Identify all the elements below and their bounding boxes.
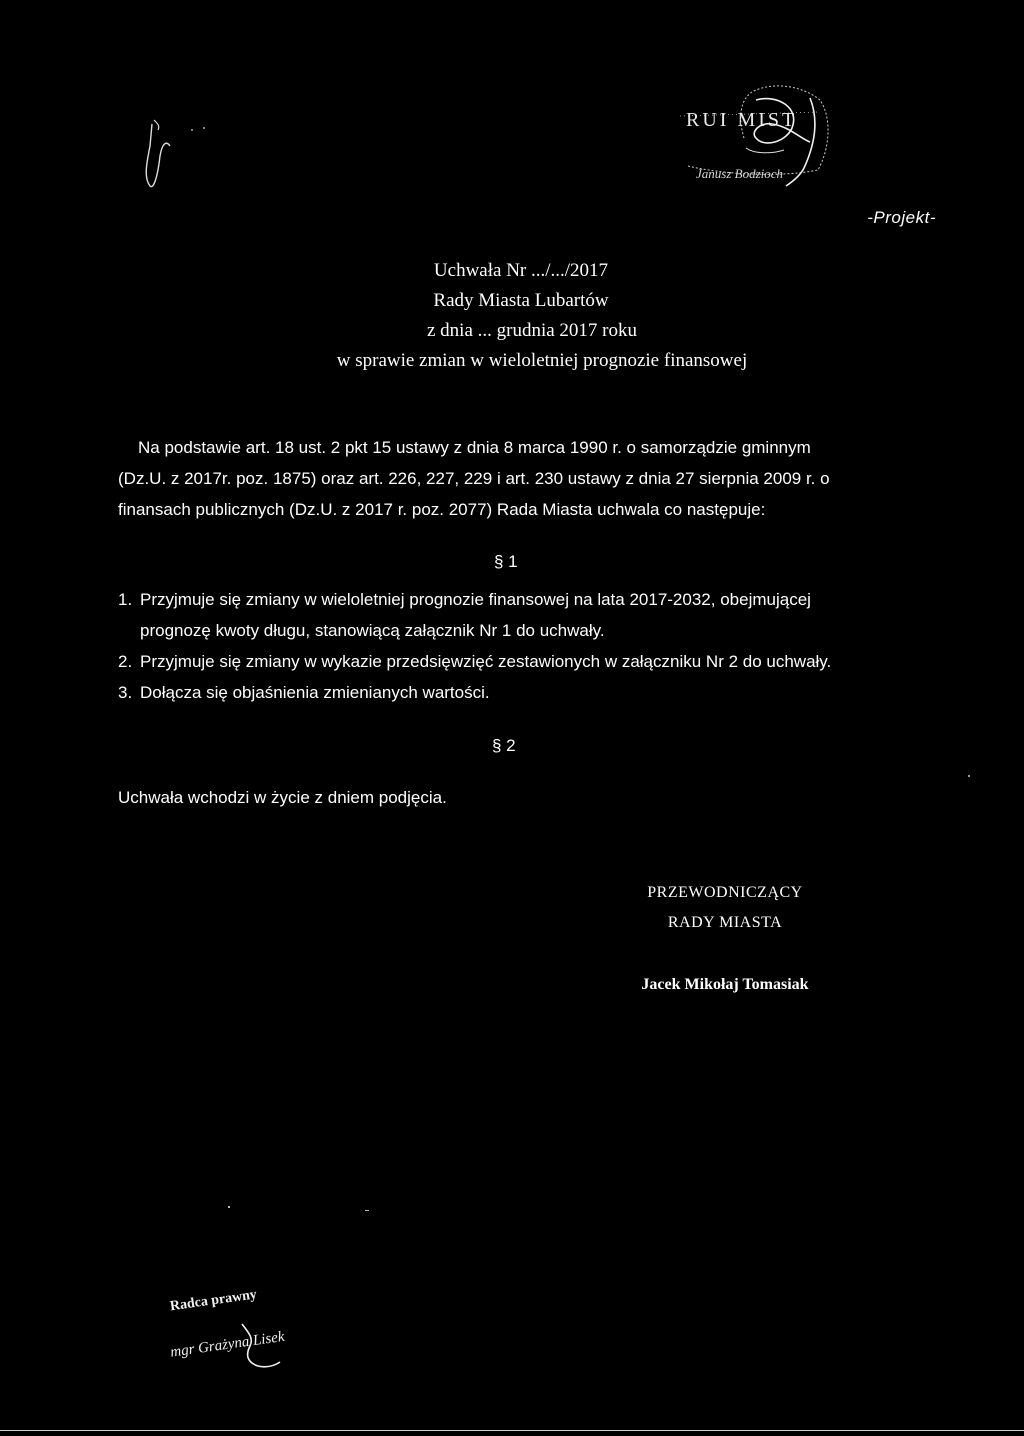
list-item (118, 646, 908, 677)
scan-speck (228, 1206, 230, 1208)
section-1-points (118, 584, 908, 708)
stamp-line-1: Radca prawny (169, 1287, 258, 1315)
legal-advisor-stamp (150, 1262, 330, 1387)
chairman-title: PRZEWODNICZĄCY (647, 884, 803, 901)
council-title: RADY MIASTA (667, 914, 783, 931)
council-stamp (660, 78, 860, 203)
stamp-name: Janusz Bodzioch (696, 166, 784, 181)
item-continuation: prognozę kwoty długu, stanowiącą załącznik Nr 1 do uchwały. (140, 621, 605, 640)
item-number: 2. (118, 652, 133, 671)
council-name: Rady Miasta Lubartów (433, 290, 609, 311)
list-item (118, 677, 908, 708)
item-number: 1. (118, 590, 133, 609)
projekt-label: -Projekt- (867, 208, 936, 227)
page-edge-line (0, 1430, 1024, 1431)
legal-basis-line: finansach publicznych (Dz.U. z 2017 r. poz. 2077) Rada Miasta uchwala co następuje: (118, 500, 766, 519)
item-text: Przyjmuje się zmiany w wieloletniej prognozie finansowej na lata 2017-2032, obejmującej (140, 590, 811, 609)
handwritten-mark (140, 116, 210, 201)
title-block (0, 256, 1024, 376)
svg-text:RUI MIST: RUI MIST (686, 109, 798, 131)
section-1-heading: § 1 (494, 552, 518, 571)
scan-speck (968, 775, 970, 777)
entry-into-force: Uchwała wchodzi w życie z dniem podjęcia. (118, 788, 447, 807)
chairman-name: Jacek Mikołaj Tomasiak (641, 976, 809, 993)
legal-basis-line: (Dz.U. z 2017r. poz. 1875) oraz art. 226, 227, 229 i art. 230 ustawy z dnia 27 sierpnia 2009 r. o (118, 469, 830, 488)
item-text: Dołącza się objaśnienia zmienianych wartości. (140, 683, 490, 702)
signature-block (540, 878, 910, 994)
item-text: Przyjmuje się zmiany w wykazie przedsięwzięć zestawionych w załączniku Nr 2 do uchwały. (140, 652, 832, 671)
legal-basis-line: Na podstawie art. 18 ust. 2 pkt 15 ustawy z dnia 8 marca 1990 r. o samorządzie gminnym (138, 438, 811, 457)
scan-speck (365, 1210, 369, 1211)
resolution-date: z dnia ... grudnia 2017 roku (426, 320, 637, 341)
section-2-heading: § 2 (492, 736, 516, 755)
list-item (118, 584, 908, 615)
stamp-line-2: mgr Grażyna Lisek (169, 1328, 286, 1361)
item-number: 3. (118, 683, 133, 702)
resolution-subject: w sprawie zmian w wieloletniej prognozie finansowej (336, 350, 748, 371)
legal-basis (118, 432, 898, 525)
resolution-number: Uchwała Nr .../.../2017 (433, 260, 609, 281)
